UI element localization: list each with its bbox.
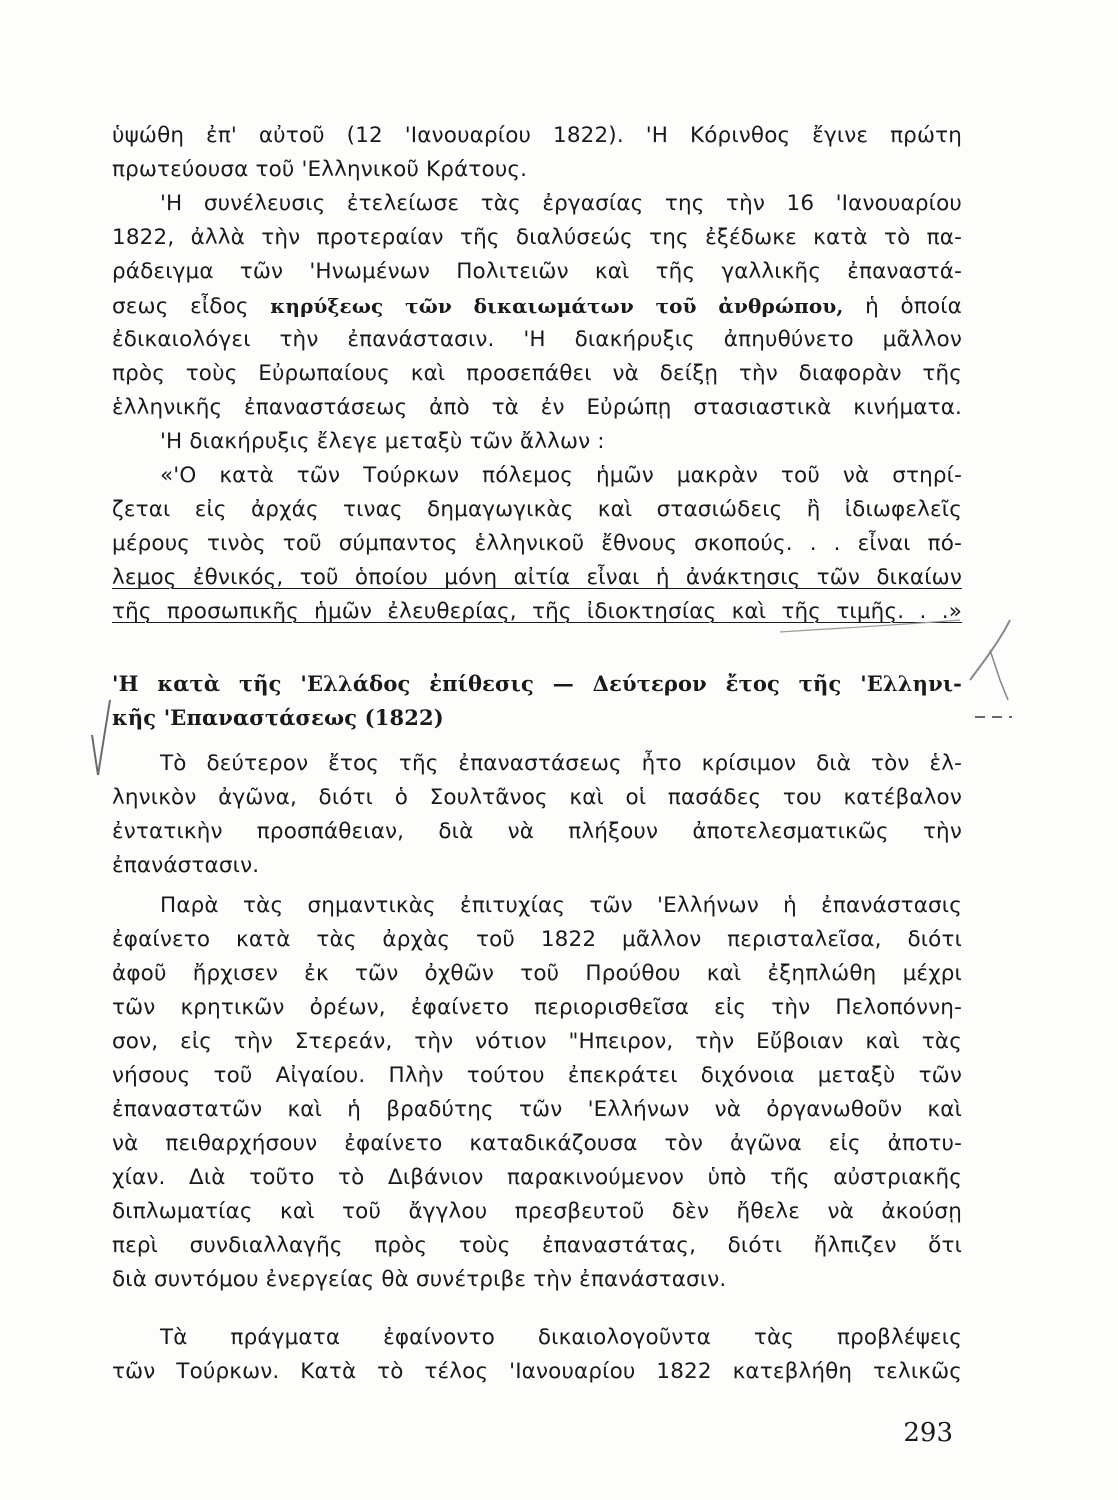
page-number: 293 bbox=[903, 1418, 953, 1448]
paragraph-revolution-state bbox=[112, 889, 962, 1297]
paragraph-second-year bbox=[112, 747, 962, 883]
text-line: 'Η συνέλευσις ἐτελείωσε τὰς ἐργασίας της τὴν 16 'Ιανουαρίου bbox=[160, 191, 962, 216]
text-line: χίαν. Διὰ τοῦτο τὸ Διβάνιον παρακινούμενον ὑπὸ τῆς αὐστριακῆς bbox=[112, 1165, 962, 1190]
text-line: ἐδικαιολόγει τὴν ἐπανάστασιν. 'Η διακήρυξις ἀπηυθύνετο μᾶλλον bbox=[112, 327, 962, 352]
quote-line: λεμος ἐθνικός, τοῦ ὁποίου μόνη αἰτία εἶναι ἡ ἀνάκτησις τῶν δικαίων bbox=[112, 565, 962, 590]
text-line: ἐντατικὴν προσπάθειαν, διὰ νὰ πλήξουν ἀποτελεσματικῶς τὴν bbox=[112, 819, 962, 844]
text-line: 1822, ἀλλὰ τὴν προτεραίαν τῆς διαλύσεώς της ἐξέδωκε κατὰ τὸ πα- bbox=[112, 225, 962, 250]
text-line: ληνικὸν ἀγῶνα, διότι ὁ Σουλτᾶνος καὶ οἱ πασάδες του κατέβαλον bbox=[112, 785, 962, 810]
text-line: πρὸς τοὺς Εὐρωπαίους καὶ προσεπάθει νὰ δείξῃ τὴν διαφορὰν τῆς bbox=[112, 361, 962, 386]
quote-line: μέρους τινὸς τοῦ σύμπαντος ἑλληνικοῦ ἔθνους σκοπούς. . . εἶναι πό- bbox=[112, 531, 962, 556]
quote-line: τῆς προσωπικῆς ἡμῶν ἐλευθερίας, τῆς ἰδιοκτησίας καὶ τῆς τιμῆς. . .» bbox=[112, 599, 962, 624]
text-line: τῶν κρητικῶν ὀρέων, ἐφαίνετο περιορισθεῖσα εἰς τὴν Πελοπόννη- bbox=[112, 995, 962, 1020]
quotation bbox=[112, 459, 962, 629]
text-line: σον, εἰς τὴν Στερεάν, τὴν νότιον "Ηπειρον, τὴν Εὔβοιαν καὶ τὰς bbox=[112, 1029, 962, 1054]
paragraph-continuation bbox=[112, 119, 962, 187]
paragraph-intro-quote bbox=[112, 425, 962, 459]
pencil-check-left-margin bbox=[92, 700, 110, 775]
text-line: ἐφαίνετο κατὰ τὰς ἀρχὰς τοῦ 1822 μᾶλλον περισταλεῖσα, διότι bbox=[112, 927, 962, 952]
quote-line: ζεται εἰς ἀρχάς τινας δημαγωγικὰς καὶ στασιώδεις ἢ ἰδιωφελεῖς bbox=[112, 497, 962, 522]
text-line: ἐπαναστατῶν καὶ ἡ βραδύτης τῶν 'Ελλήνων νὰ ὀργανωθοῦν καὶ bbox=[112, 1097, 962, 1122]
heading-line: κῆς 'Επαναστάσεως (1822) bbox=[112, 705, 444, 730]
text-line: νήσους τοῦ Αἰγαίου. Πλὴν τούτου ἐπεκράτει διχόνοια μεταξὺ τῶν bbox=[112, 1063, 962, 1088]
text-line: Τὰ πράγματα ἐφαίνοντο δικαιολογοῦντα τὰς προβλέψεις bbox=[160, 1325, 962, 1350]
text-line-with-bold bbox=[112, 289, 962, 323]
text-line: ἑλληνικῆς ἐπαναστάσεως ἀπὸ τὰ ἐν Εὐρώπῃ στασιαστικὰ κινήματα. bbox=[112, 395, 962, 420]
text-line: 'Η διακήρυξις ἔλεγε μεταξὺ τῶν ἄλλων : bbox=[160, 429, 605, 454]
text-line: ὑψώθη ἐπ' αὐτοῦ (12 'Ιανουαρίου 1822). 'Η Κόρινθος ἔγινε πρώτη bbox=[112, 123, 962, 148]
text-line: ἐπανάστασιν. bbox=[112, 853, 260, 878]
bold-phrase: κηρύξεως τῶν δικαιωμάτων τοῦ ἀνθρώπου, bbox=[270, 294, 844, 318]
paragraph-declaration bbox=[112, 187, 962, 425]
text-line: Τὸ δεύτερον ἔτος τῆς ἐπαναστάσεως ἦτο κρίσιμον διὰ τὸν ἑλ- bbox=[160, 751, 962, 776]
text-line: διὰ συντόμου ἐνεργείας θὰ συνέτριβε τὴν ἐπανάστασιν. bbox=[112, 1267, 727, 1292]
text-line: Παρὰ τὰς σημαντικὰς ἐπιτυχίας τῶν 'Ελλήνων ἡ ἐπανάστασις bbox=[160, 893, 962, 918]
text-fragment: σεως εἶδος bbox=[112, 294, 271, 319]
paragraph-predictions bbox=[112, 1321, 962, 1389]
heading-line: 'Η κατὰ τῆς 'Ελλάδος ἐπίθεσις — Δεύτερον ἔτος τῆς 'Ελληνι- bbox=[112, 671, 962, 696]
text-line: τῶν Τούρκων. Κατὰ τὸ τέλος 'Ιανουαρίου 1822 κατεβλήθη τελικῶς bbox=[112, 1359, 962, 1384]
text-fragment: ἡ ὁποία bbox=[843, 294, 962, 319]
text-line: διπλωματίας καὶ τοῦ ἄγγλου πρεσβευτοῦ δὲν ἤθελε νὰ ἀκούσῃ bbox=[112, 1199, 962, 1224]
quote-line: «'Ο κατὰ τῶν Τούρκων πόλεμος ἡμῶν μακρὰν τοῦ νὰ στηρί- bbox=[160, 463, 962, 488]
pencil-stroke-right-margin bbox=[970, 620, 1010, 680]
text-line: ἀφοῦ ἤρχισεν ἐκ τῶν ὀχθῶν τοῦ Προύθου καὶ ἐξηπλώθη μέχρι bbox=[112, 961, 962, 986]
text-line: ράδειγμα τῶν 'Ηνωμένων Πολιτειῶν καὶ τῆς γαλλικῆς ἐπαναστά- bbox=[112, 259, 962, 284]
section-heading bbox=[112, 667, 962, 735]
pencil-stroke-right-margin-2 bbox=[990, 650, 1008, 700]
text-line: περὶ συνδιαλλαγῆς πρὸς τοὺς ἐπαναστάτας, διότι ἤλπιζεν ὅτι bbox=[112, 1233, 962, 1258]
text-line: νὰ πειθαρχήσουν ἐφαίνετο καταδικάζουσα τὸν ἀγῶνα εἰς ἀποτυ- bbox=[112, 1131, 962, 1156]
text-line: πρωτεύουσα τοῦ 'Ελληνικοῦ Κράτους. bbox=[112, 157, 528, 182]
